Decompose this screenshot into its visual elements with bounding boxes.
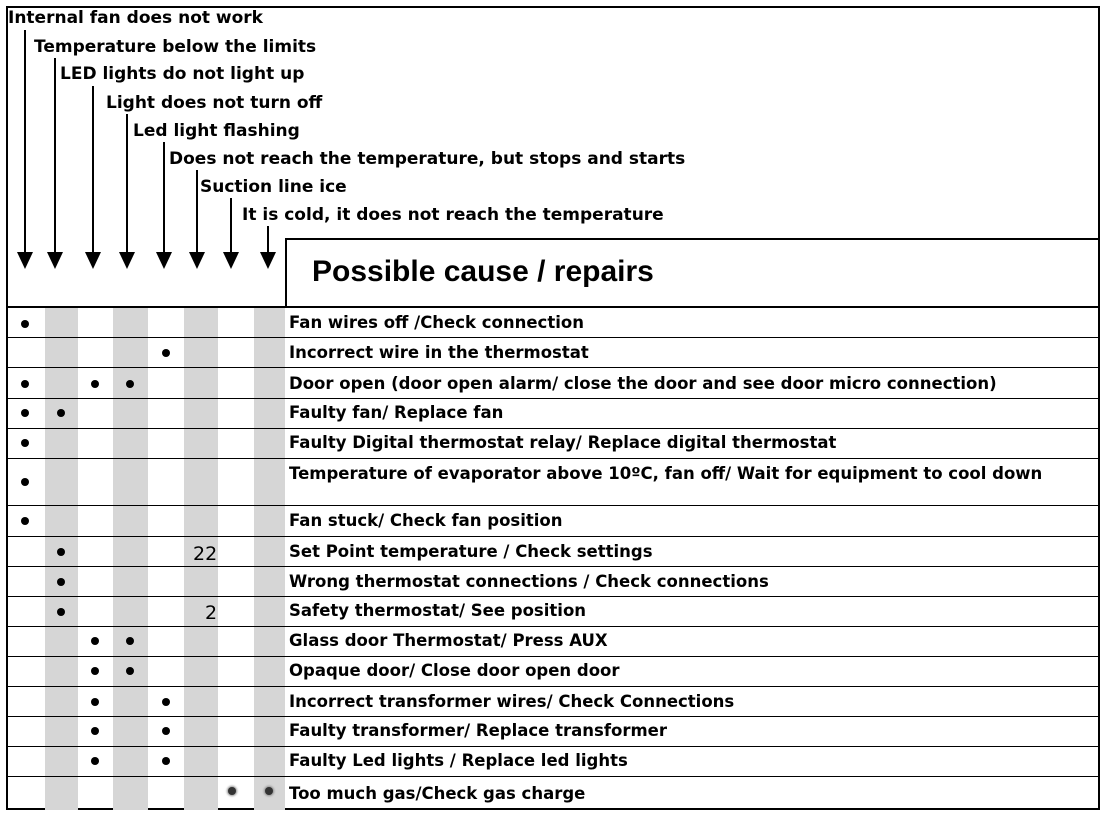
- symptom-mark-dot: [57, 548, 65, 556]
- down-arrow-icon: [47, 252, 63, 269]
- header-divider: [8, 306, 1100, 308]
- pointer-line: [92, 86, 94, 254]
- symptom-label-5: Does not reach the temperature, but stops and starts: [169, 149, 686, 169]
- symptom-mark-dot: [162, 698, 170, 706]
- cause-text: Safety thermostat/ See position: [289, 601, 587, 620]
- symptom-label-0: Internal fan does not work: [8, 8, 263, 28]
- row-note: 22: [193, 543, 218, 565]
- down-arrow-icon: [85, 252, 101, 269]
- symptom-mark-dot: [91, 380, 99, 388]
- row-divider: [8, 505, 1100, 506]
- row-divider: [8, 367, 1100, 368]
- cause-text: Wrong thermostat connections / Check connections: [289, 572, 769, 591]
- down-arrow-icon: [223, 252, 239, 269]
- pointer-line: [54, 58, 56, 254]
- pointer-line: [196, 170, 198, 254]
- symptom-mark-dot: [21, 320, 29, 328]
- row-divider: [8, 656, 1100, 657]
- pointer-line: [24, 30, 26, 254]
- cause-text: Temperature of evaporator above 10ºC, fan off/ Wait for equipment to cool down: [289, 464, 1043, 483]
- row-note: 2: [205, 602, 218, 624]
- cause-text: Set Point temperature / Check settings: [289, 542, 653, 561]
- row-divider: [8, 428, 1100, 429]
- symptom-mark-dot: [21, 380, 29, 388]
- symptom-mark-dot: [21, 478, 29, 486]
- cause-text: Opaque door/ Close door open door: [289, 661, 620, 680]
- row-divider: [8, 776, 1100, 777]
- symptom-mark-dot: [91, 667, 99, 675]
- symptom-label-1: Temperature below the limits: [34, 37, 317, 57]
- column-stripe: [254, 308, 285, 810]
- pointer-line: [126, 114, 128, 254]
- symptom-mark-dot: [21, 439, 29, 447]
- down-arrow-icon: [189, 252, 205, 269]
- cause-text: Glass door Thermostat/ Press AUX: [289, 631, 608, 650]
- symptom-mark-dot: [126, 637, 134, 645]
- cause-text: Faulty fan/ Replace fan: [289, 403, 504, 422]
- down-arrow-icon: [156, 252, 172, 269]
- symptom-mark-dot: [21, 517, 29, 525]
- symptom-mark-dot: [91, 727, 99, 735]
- symptom-mark-dot: [91, 637, 99, 645]
- row-divider: [8, 716, 1100, 717]
- symptom-mark-dot: [162, 757, 170, 765]
- cause-text: Faulty Led lights / Replace led lights: [289, 751, 628, 770]
- cause-text: Fan stuck/ Check fan position: [289, 511, 563, 530]
- symptom-mark-dot: [126, 667, 134, 675]
- symptom-mark-dot: [162, 727, 170, 735]
- symptom-label-3: Light does not turn off: [106, 93, 323, 113]
- cause-text: Faulty transformer/ Replace transformer: [289, 721, 668, 740]
- row-divider: [8, 626, 1100, 627]
- down-arrow-icon: [17, 252, 33, 269]
- cause-text: Incorrect wire in the thermostat: [289, 343, 589, 362]
- down-arrow-icon: [260, 252, 276, 269]
- symptom-label-7: It is cold, it does not reach the temperature: [242, 205, 664, 225]
- cause-header-title: Possible cause / repairs: [312, 255, 654, 288]
- pointer-line: [267, 226, 269, 254]
- symptom-mark-dot: [91, 757, 99, 765]
- symptom-mark-dot: [265, 787, 273, 795]
- cause-text: Faulty Digital thermostat relay/ Replace digital thermostat: [289, 433, 837, 452]
- row-divider: [8, 536, 1100, 537]
- cause-text: Too much gas/Check gas charge: [289, 784, 586, 803]
- cause-text: Door open (door open alarm/ close the door and see door micro connection): [289, 374, 997, 393]
- symptom-mark-dot: [228, 787, 236, 795]
- row-divider: [8, 596, 1100, 597]
- cause-text: Fan wires off /Check connection: [289, 313, 584, 332]
- symptom-label-6: Suction line ice: [200, 177, 347, 197]
- symptom-mark-dot: [91, 698, 99, 706]
- symptom-mark-dot: [162, 349, 170, 357]
- row-divider: [8, 566, 1100, 567]
- pointer-line: [230, 198, 232, 254]
- down-arrow-icon: [119, 252, 135, 269]
- symptom-mark-dot: [126, 380, 134, 388]
- row-divider: [8, 746, 1100, 747]
- symptom-mark-dot: [57, 578, 65, 586]
- cause-text: Incorrect transformer wires/ Check Connections: [289, 692, 735, 711]
- column-stripe: [45, 308, 78, 810]
- pointer-line: [163, 142, 165, 254]
- row-divider: [8, 686, 1100, 687]
- symptom-label-2: LED lights do not light up: [60, 64, 305, 84]
- row-divider: [8, 458, 1100, 459]
- row-divider: [8, 337, 1100, 338]
- symptom-mark-dot: [21, 409, 29, 417]
- row-divider: [8, 398, 1100, 399]
- symptom-label-4: Led light flashing: [133, 121, 300, 141]
- symptom-mark-dot: [57, 409, 65, 417]
- symptom-mark-dot: [57, 608, 65, 616]
